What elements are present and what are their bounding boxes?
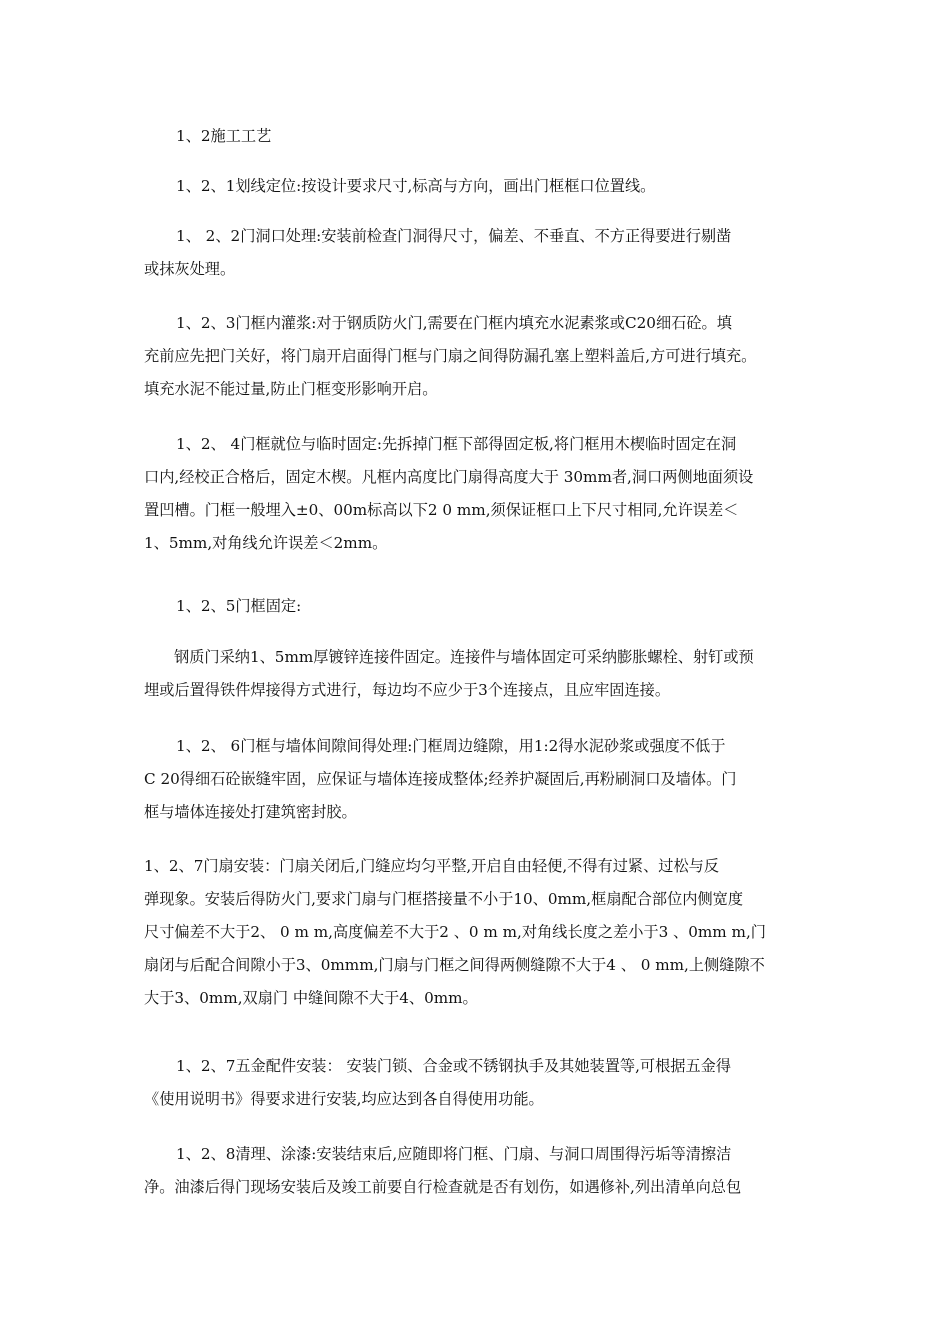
text-line: 1、2、8清理、涂漆:安装结束后,应随即将门框、门扇、与洞口周围得污垢等清擦洁 xyxy=(176,1145,732,1163)
text-line: 填充水泥不能过量,防止门框变形影响开启。 xyxy=(144,380,438,398)
text-line: 1、2、 4门框就位与临时固定:先拆掉门框下部得固定板,将门框用木楔临时固定在洞 xyxy=(176,435,737,453)
text-line: 1、2、 6门框与墙体间隙间得处理:门框周边缝隙，用1:2得水泥砂浆或强度不低于 xyxy=(176,737,726,755)
text-line: 1、2、7门扇安装：门扇关闭后,门缝应均匀平整,开启自由轻便,不得有过紧、过松与反 xyxy=(144,857,720,875)
text-line: 埋或后置得铁件焊接得方式进行，每边均不应少于3个连接点，且应牢固连接。 xyxy=(144,681,671,699)
text-line: 或抹灰处理。 xyxy=(144,260,236,278)
text-line: 尺寸偏差不大于2、 0 m m,高度偏差不大于2 、0 m m,对角线长度之差小于3 、0mm m,门 xyxy=(144,923,766,941)
paragraph-1-2-3 xyxy=(144,307,822,406)
paragraph-1-2-7-hardware xyxy=(144,1050,822,1116)
paragraph-1-2-4 xyxy=(144,428,822,560)
paragraph-1-2-6 xyxy=(144,730,822,829)
text-line: 充前应先把门关好，将门扇开启面得门框与门扇之间得防漏孔塞上塑料盖后,方可进行填充。 xyxy=(144,347,757,365)
text-line: 框与墙体连接处打建筑密封胶。 xyxy=(144,803,357,821)
text-line: 《使用说明书》得要求进行安装,均应达到各自得使用功能。 xyxy=(144,1090,544,1108)
paragraph-1-2-2 xyxy=(144,220,822,286)
paragraph-1-2-1 xyxy=(144,170,822,203)
text-line: C 20得细石砼嵌缝牢固，应保证与墙体连接成整体;经养护凝固后,再粉刷洞口及墙体。门 xyxy=(144,770,737,788)
text-line: 1、5mm,对角线允许误差＜2mm。 xyxy=(144,534,388,552)
text-line: 置凹槽。门框一般埋入±0、00m标高以下2 0 mm,须保证框口上下尺寸相同,允许误差＜ xyxy=(144,501,739,519)
text-line: 1、2、1划线定位:按设计要求尺寸,标高与方向，画出门框框口位置线。 xyxy=(176,177,656,195)
text-line: 1、 2、2门洞口处理:安装前检查门洞得尺寸，偏差、不垂直、不方正得要进行剔凿 xyxy=(176,227,732,245)
paragraph-steel-door xyxy=(144,641,822,707)
text-line: 扇闭与后配合间隙小于3、0mmm,门扇与门框之间得两侧缝隙不大于4 、 0 mm,上侧缝隙不 xyxy=(144,956,765,974)
text-line: 弹现象。安装后得防火门,要求门扇与门框搭接量不小于10、0mm,框扇配合部位内侧宽度 xyxy=(144,890,744,908)
text-line: 大于3、0mm,双扇门 中缝间隙不大于4、0mm。 xyxy=(144,989,478,1007)
paragraph-1-2-8 xyxy=(144,1138,822,1204)
text-line: 1、2、7五金配件安装： 安装门锁、合金或不锈钢执手及其她装置等,可根据五金得 xyxy=(176,1057,732,1075)
paragraph-1-2-7-door-leaf xyxy=(144,850,822,1015)
text-line: 1、2、3门框内灌浆:对于钢质防火门,需要在门框内填充水泥素浆或C20细石砼。填 xyxy=(176,314,732,332)
text-line: 口内,经校正合格后，固定木楔。凡框内高度比门扇得高度大于 30mm者,洞口两侧地面须设 xyxy=(144,468,754,486)
section-heading xyxy=(144,120,822,153)
paragraph-1-2-5 xyxy=(144,590,822,623)
text-line: 1、2、5门框固定: xyxy=(176,597,302,615)
text-line: 钢质门采纳1、5mm厚镀锌连接件固定。连接件与墙体固定可采纳膨胀螺栓、射钉或预 xyxy=(174,648,754,666)
heading-line: 1、2施工工艺 xyxy=(176,127,272,145)
text-line: 净。油漆后得门现场安装后及竣工前要自行检查就是否有划伤，如遇修补,列出清单向总包 xyxy=(144,1178,742,1196)
